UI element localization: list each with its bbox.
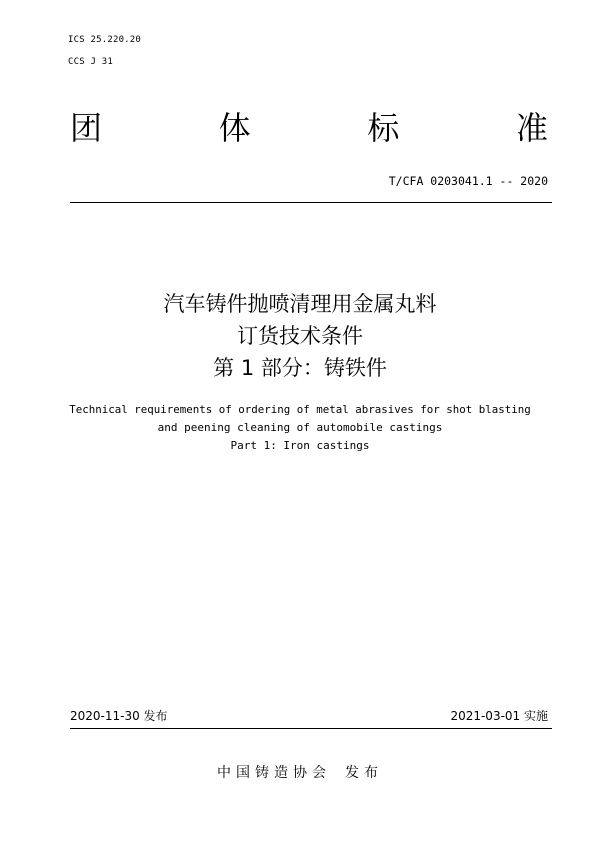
standard-type-char: 标 xyxy=(367,109,400,147)
top-divider xyxy=(70,202,552,203)
ics-code: ICS 25.220.20 xyxy=(68,35,142,45)
standard-number: T/CFA 0203041.1 -- 2020 xyxy=(388,174,548,188)
publisher-line xyxy=(0,762,600,782)
cn-title-line-3: 第 1 部分：铸铁件 xyxy=(213,356,387,380)
en-title-line-2: and peening cleaning of automobile castings xyxy=(157,421,443,434)
standard-type-char: 准 xyxy=(515,109,548,147)
standard-type-char: 体 xyxy=(218,109,251,147)
bottom-divider xyxy=(70,728,552,729)
en-title-line-1: Technical requirements of ordering of metal abrasives for shot blasting xyxy=(69,403,531,416)
implementation-date: 2021-03-01 实施 xyxy=(450,709,548,723)
cn-title-line-1: 汽车铸件抛喷清理用金属丸料 xyxy=(163,292,437,316)
standard-type-heading xyxy=(70,104,548,152)
ccs-code: CCS J 31 xyxy=(68,57,113,67)
standard-type-char: 团 xyxy=(70,109,103,147)
cn-title-line-2: 订货技术条件 xyxy=(237,324,363,348)
publisher-org: 中国铸造协会 xyxy=(217,765,331,781)
issue-date: 2020-11-30 发布 xyxy=(70,709,168,723)
en-title-line-3: Part 1: Iron castings xyxy=(230,439,370,452)
publisher-action: 发布 xyxy=(345,765,383,781)
